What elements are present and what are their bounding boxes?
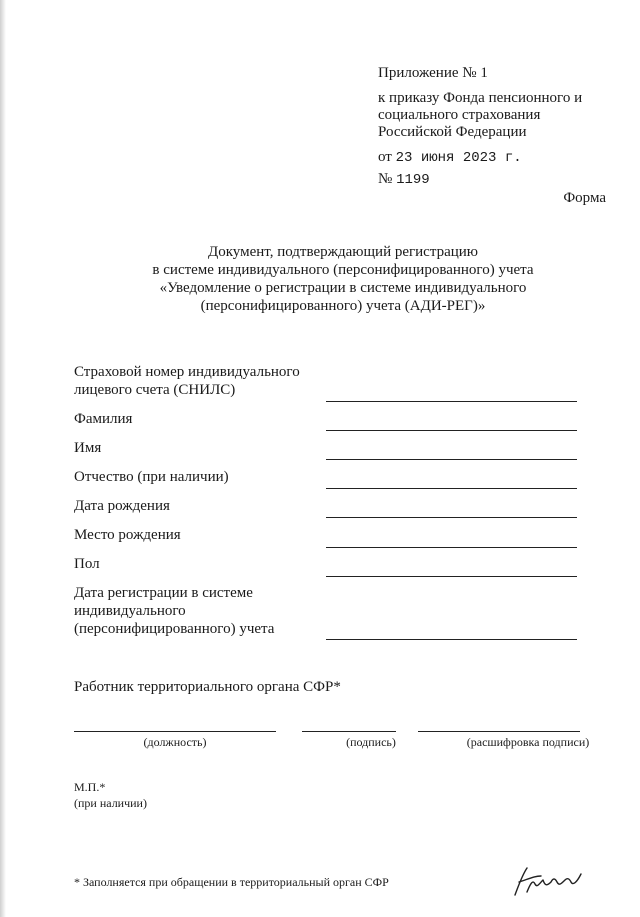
registration-date-label-line2: индивидуального [74,603,186,619]
registration-date-field-line [326,639,577,640]
sex-label: Пол [74,556,100,572]
snils-field-line [326,401,577,402]
handwritten-signature [505,862,595,902]
order-date-prefix: от [378,149,392,165]
position-line [74,731,276,732]
appendix-number: Приложение № 1 [378,65,488,81]
worker-label: Работник территориального органа СФР* [74,679,341,695]
position-caption: (должность) [143,735,207,749]
patronymic-field-line [326,488,577,489]
stamp-label: М.П.* [74,780,106,794]
order-date-value: 23 июня 2023 г. [395,150,522,166]
name-field-line [326,459,577,460]
sex-field-line [326,576,577,577]
document-title-line3: «Уведомление о регистрации в системе индивидуального [159,280,527,296]
order-reference-line2: социального страхования [378,107,541,123]
order-number-value: 1199 [396,172,430,188]
order-number [378,170,430,190]
snils-label-line1: Страховой номер индивидуального [74,364,300,380]
scan-edge-shadow [0,0,6,917]
birth-date-field-line [326,517,577,518]
snils-label-line2: лицевого счета (СНИЛС) [74,382,236,398]
signature-decoding-line [418,731,580,732]
order-number-prefix: № [378,171,393,187]
surname-field-line [326,430,577,431]
decoding-caption: (расшифровка подписи) [466,735,590,749]
patronymic-label: Отчество (при наличии) [74,469,229,485]
form-label: Форма [563,190,606,206]
stamp-if-any: (при наличии) [74,796,147,810]
surname-label: Фамилия [74,411,133,427]
document-title-line2: в системе индивидуального (персонифицированного) учета [152,262,534,278]
document-title-line1: Документ, подтверждающий регистрацию [207,244,478,260]
signature-caption: (подпись) [346,735,396,749]
order-reference-line3: Российской Федерации [378,124,527,140]
footnote: * Заполняется при обращении в территориальный орган СФР [74,875,389,889]
name-label: Имя [74,440,102,456]
birth-place-field-line [326,547,577,548]
birth-date-label: Дата рождения [74,498,170,514]
registration-date-label-line3: (персонифицированного) учета [74,621,275,637]
birth-place-label: Место рождения [74,527,181,543]
order-reference-line1: к приказу Фонда пенсионного и [378,90,583,106]
registration-date-label-line1: Дата регистрации в системе [74,585,253,601]
order-date [378,148,522,168]
document-title-line4: (персонифицированного) учета (АДИ-РЕГ)» [200,298,486,314]
signature-line [302,731,396,732]
